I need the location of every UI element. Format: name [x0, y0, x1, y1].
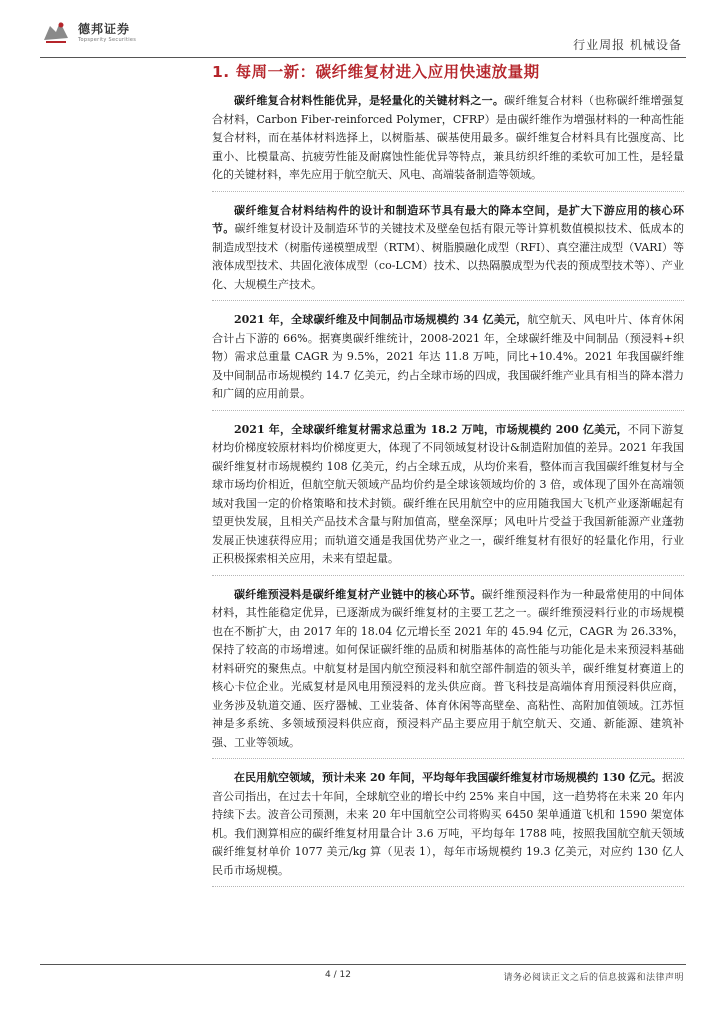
- paragraph-body: 航空航天、风电叶片、体育休闲合计占下游的 66%。据赛奥碳纤维统计，2008-2021 年，全球碳纤维及中间制品（预浸料+织物）需求总重量 CAGR 为 9.5%，2021 年达 11.8 万吨，同比+10.4%。2021 年我国碳纤维及中间制品市场规模约 14.7 亿美元，约占全球市场的四成，我国碳纤维产业具有相当的降本潜力和广阔的应用前景。: [212, 313, 684, 400]
- paragraph-body: 碳纤维复材设计及制造环节的关键技术及壁垒包括有限元等计算机数值模拟技术、低成本的制造成型技术（树脂传递模塑成型（RTM）、树脂膜融化成型（RFI）、真空灌注成型（VARI）等液体成型技术、共固化液体成型（co-LCM）技术、以热隔膜成型为代表的预成型技术等）、产业化、大规模生产技术。: [212, 222, 685, 291]
- paragraph: [212, 90, 684, 192]
- paragraph-body: 据波音公司指出，在过去十年间，全球航空业的增长中约 25% 来自中国，这一趋势将在未来 20 年内持续下去。波音公司预测，未来 20 年中国航空公司将购买 6450 架单通道飞机和 1590 架宽体机。我们测算相应的碳纤维复材用量合计 3.6 万吨，平均每年 1788 吨，按照我国航空航天领域碳纤维复材单价 1077 美元/kg 算（见表 1），每年市场规模约 19.3 亿美元，对应约 130 亿人民币市场规模。: [212, 771, 684, 877]
- paragraph-body: 碳纤维预浸料作为一种最常使用的中间体材料，其性能稳定优异，已逐渐成为碳纤维复材的主要工艺之一。碳纤维预浸料行业的市场规模也在不断扩大，由 2017 年的 18.04 亿元增长至 2021 年的 45.94 亿元，CAGR 为 26.33%，保持了较高的市场增速。如何保证碳纤维的品质和树脂基体的高性能与功能化是未来预浸料基础材料研究的聚焦点。中航复材是国内航空预浸料和航空部件制造的领头羊，碳纤维复材赛道上的核心卡位企业。光威复材是风电用预浸料的龙头供应商。普飞科技是高端体育用预浸料供应商，业务涉及轨道交通、医疗器械、工业装备、体育休闲等高壁垒、高粘性、高附加值领域。江苏恒神是多系统、多领域预浸料供应商，预浸料产品主要应用于航空航天、交通、新能源、建筑补强、工业等领域。: [212, 587, 684, 749]
- page-header: [40, 14, 686, 54]
- body-content: [212, 90, 684, 895]
- company-logo-icon: [40, 16, 72, 46]
- brand-name: 德邦证券: [78, 22, 131, 36]
- page-number: 4 / 12: [325, 970, 351, 980]
- paragraph: [212, 584, 684, 760]
- footer-divider: [40, 964, 686, 965]
- paragraph: [212, 309, 684, 411]
- header-divider: [40, 57, 686, 58]
- paragraph-lead: 碳纤维复合材料结构件的设计和制造环节具有最大的降本空间，是扩大下游应用的核心环节。: [212, 203, 684, 235]
- paragraph-lead: 2021 年，全球碳纤维复材需求总重为 18.2 万吨，市场规模约 200 亿美元，: [234, 422, 628, 436]
- paragraph-lead: 2021 年，全球碳纤维及中间制品市场规模约 34 亿美元，: [234, 313, 528, 326]
- report-tag: 行业周报 机械设备: [573, 38, 682, 52]
- brand-name-en: Topsperity Securities: [78, 37, 137, 43]
- section-title: 1. 每周一新：碳纤维复材进入应用快速放量期: [212, 63, 540, 81]
- legal-disclaimer: 请务必阅读正文之后的信息披露和法律声明: [503, 973, 684, 983]
- paragraph-body: 不同下游复材均价梯度较原材料均价梯度更大，体现了不同领域复材设计&制造附加值的差异。2021 年我国碳纤维复材市场规模约 108 亿美元，约占全球五成，从均价来看，整体而言我国碳纤维复材与全球市场均价相近，但航空航天领域产品均价约是全球该领域均价的 3 倍，或体现了国外在高端领域对我国一定的价格策略和技术封锁。碳纤维在民用航空中的应用随我国大飞机产业逐渐崛起有望更快发展，且相关产品技术含量与附加值高，壁垒深厚；风电叶片受益于我国新能源产业蓬勃发展正快速获得应用；而轨道交通是我国优势产业之一，碳纤维复材有很好的轻量化作用，行业正积极探索相关应用，未来有望起量。: [212, 422, 685, 565]
- paragraph: [212, 767, 684, 887]
- paragraph-lead: 碳纤维复合材料性能优异，是轻量化的关键材料之一。: [234, 94, 505, 107]
- paragraph-body: 碳纤维复合材料（也称碳纤维增强复合材料，Carbon Fiber-reinforced Polymer，CFRP）是由碳纤维作为增强材料的一种高性能复合材料，而在基体材料选择上，以树脂基、碳基使用最多。碳纤维复合材料具有比强度高、比重小、比模量高、抗疲劳性能及耐腐蚀性能优异等特点，兼具纺织纤维的柔软可加工性，是轻量化的关键材料，率先应用于航空航天、风电、高端装备制造等领域。: [212, 94, 685, 181]
- paragraph-lead: 碳纤维预浸料是碳纤维复材产业链中的核心环节。: [234, 587, 482, 601]
- paragraph: [212, 200, 684, 302]
- paragraph-lead: 在民用航空领域，预计未来 20 年间，平均每年我国碳纤维复材市场规模约 130 亿元。: [234, 771, 662, 784]
- paragraph: [212, 419, 684, 576]
